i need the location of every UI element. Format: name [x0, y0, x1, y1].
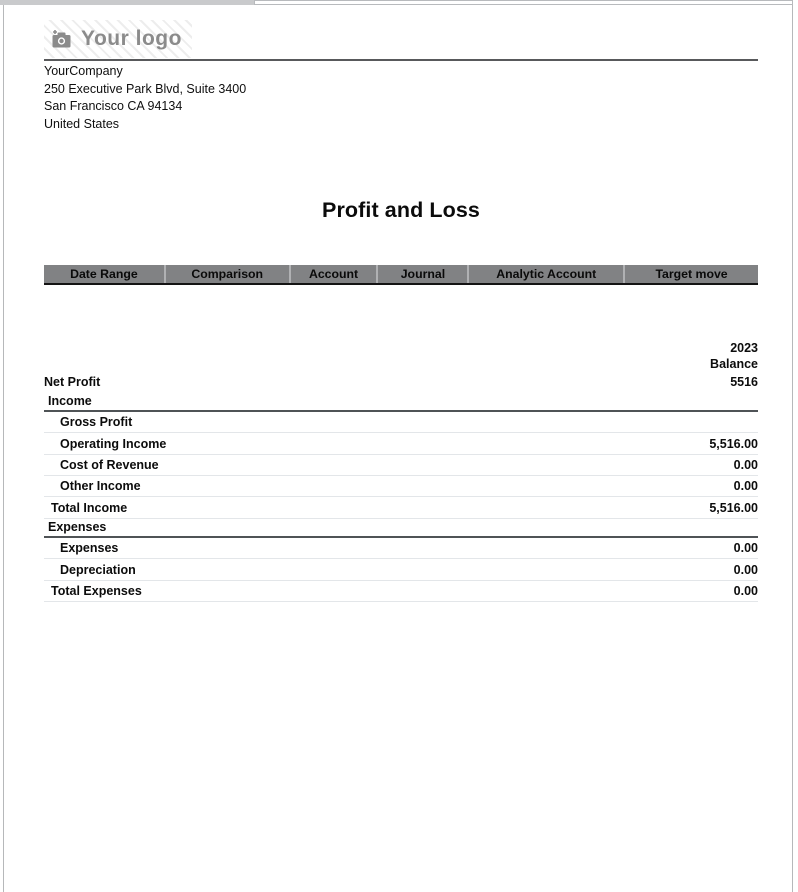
row-label: Depreciation [60, 562, 136, 577]
filter-comparison[interactable]: Comparison [164, 265, 289, 283]
row-label: Net Profit [44, 375, 101, 390]
camera-plus-icon [51, 29, 73, 49]
row-cost-of-revenue [44, 455, 758, 476]
filter-analytic-account[interactable]: Analytic Account [467, 265, 623, 283]
filter-journal[interactable]: Journal [376, 265, 467, 283]
row-label: Income [48, 394, 92, 409]
row-label: Total Expenses [51, 583, 142, 598]
row-value: 0.00 [733, 479, 758, 494]
row-gross-profit [44, 412, 758, 433]
row-value: 0.00 [733, 562, 758, 577]
company-address-block [44, 63, 246, 134]
filter-bar [44, 265, 758, 285]
row-income-section [44, 393, 758, 413]
row-net-profit [44, 372, 758, 393]
row-value: 5,516.00 [709, 500, 758, 515]
row-other-income [44, 476, 758, 497]
row-value: 0.00 [733, 583, 758, 598]
report-page [3, 5, 793, 892]
filter-target-move[interactable]: Target move [623, 265, 758, 283]
row-value: 0.00 [733, 457, 758, 472]
company-city: San Francisco CA 94134 [44, 99, 183, 114]
row-expenses-section [44, 519, 758, 539]
row-depreciation [44, 559, 758, 580]
row-value: 5,516.00 [709, 436, 758, 451]
row-total-income [44, 497, 758, 518]
row-expenses [44, 538, 758, 559]
row-label: Operating Income [60, 436, 167, 451]
filter-account[interactable]: Account [289, 265, 377, 283]
row-value: 5516 [730, 375, 758, 390]
company-street: 250 Executive Park Blvd, Suite 3400 [44, 81, 247, 96]
company-logo-placeholder [44, 20, 192, 58]
row-label: Total Income [51, 500, 128, 515]
company-name: YourCompany [44, 64, 123, 78]
row-value: 0.00 [733, 541, 758, 556]
company-country: United States [44, 117, 120, 132]
row-operating-income [44, 433, 758, 454]
filter-date-range[interactable]: Date Range [70, 267, 138, 281]
row-label: Other Income [60, 479, 141, 494]
row-label: Expenses [60, 541, 119, 556]
row-total-expenses [44, 581, 758, 602]
row-label: Cost of Revenue [60, 457, 159, 472]
column-header-year: 2023 [730, 341, 758, 355]
report-title: Profit and Loss [322, 198, 480, 222]
row-label: Gross Profit [60, 415, 133, 430]
column-header-balance: Balance [710, 356, 758, 371]
profit-loss-table [44, 341, 758, 602]
logo-text: Your logo [81, 27, 182, 50]
row-label: Expenses [48, 520, 107, 535]
header-divider [44, 59, 758, 61]
